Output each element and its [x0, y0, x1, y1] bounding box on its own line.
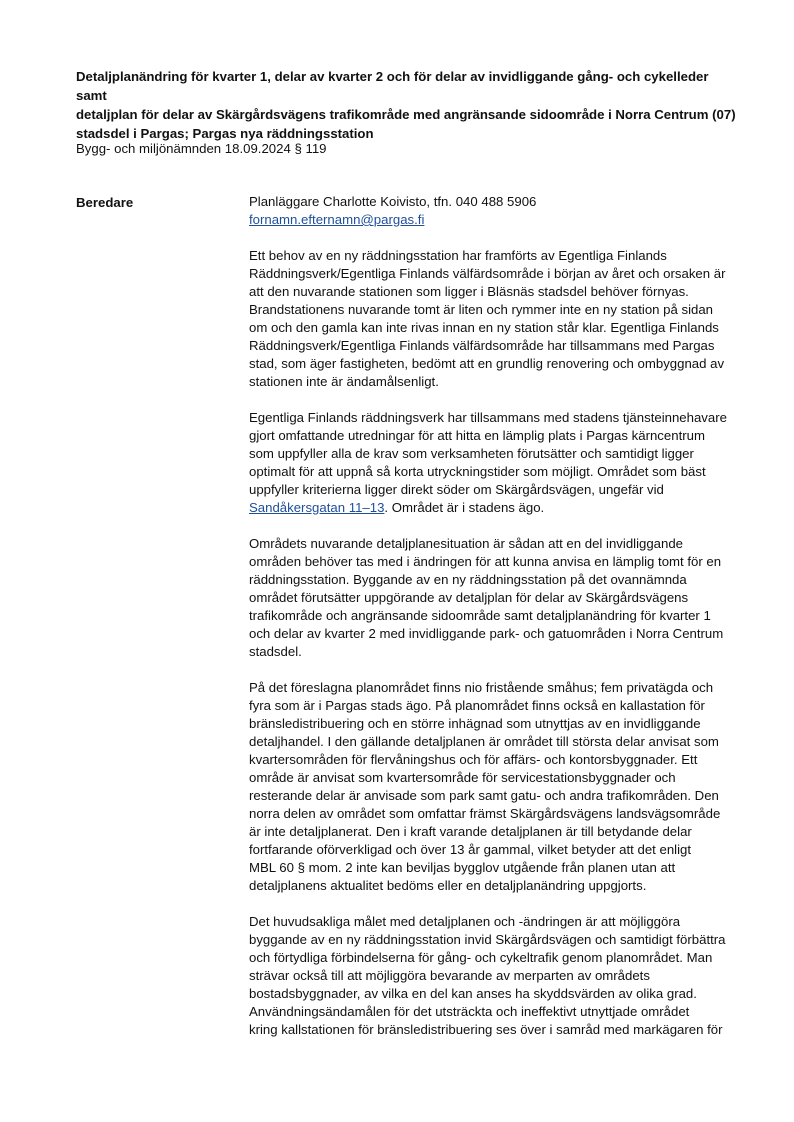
paragraph-goals [249, 913, 741, 1039]
paragraph-line: Brandstationens nuvarande tomt är liten och rymmer inte en ny station på sidan [249, 302, 714, 317]
paragraph-line: som uppfyller alla de krav som verksamheten förutsätter och samtidigt ligger [249, 446, 694, 461]
paragraph-line: resterande delar är anvisade som park samt gatu- och andra trafikområden. Den [249, 788, 719, 803]
paragraph-line: området förutsätter uppgörande av detaljplan för delar av Skärgårdsvägens [249, 590, 689, 605]
paragraph-line: är inte detaljplanerat. Den i kraft varande detaljplanen är till betydande delar [249, 824, 692, 839]
paragraph-line [249, 499, 741, 517]
paragraph-line: byggande av en ny räddningsstation invid Skärgårdsvägen och samtidigt förbättra [249, 932, 726, 947]
paragraph-line: norra delen av området som omfattar främst Skärgårdsvägens landsvägsområde [249, 806, 721, 821]
paragraph-line-tail: . Området är i stadens ägo. [384, 500, 545, 515]
paragraph-line: kvartersområden för flervåningshus och för affärs- och kontorsbyggnader. Ett [249, 752, 698, 767]
preparer-block [249, 193, 741, 229]
paragraph-plan-situation [249, 535, 741, 661]
paragraph-line: Egentliga Finlands räddningsverk har tillsammans med stadens tjänsteinnehavare [249, 410, 727, 425]
paragraph-line: kring kallstationen för bränsledistribuering ses över i samråd med markägaren för [249, 1022, 723, 1037]
paragraph-line: om och den gamla kan inte rivas innan en ny station står klar. Egentliga Finlands [249, 320, 719, 335]
paragraph-line: bostadsbyggnader, av vilka en del kan anses ha skyddsvärden av olika grad. [249, 986, 697, 1001]
preparer-email-link[interactable]: fornamn.efternamn@pargas.fi [249, 212, 425, 227]
paragraph-background [249, 247, 741, 391]
title-line: stadsdel i Pargas; Pargas nya räddningsstation [76, 126, 374, 141]
paragraph-line: räddningsstation. Byggande av en ny räddningsstation på det ovannämnda [249, 572, 687, 587]
paragraph-line: På det föreslagna planområdet finns nio fristående småhus; fem privatägda och [249, 680, 714, 695]
paragraph-line: område är anvisat som kvartersområde för servicestationsbyggnader och [249, 770, 676, 785]
paragraph-line: stad, som äger fastigheten, bedömt att en grundlig renovering och ombyggnad av [249, 356, 725, 371]
paragraph-line: och förtydliga förbindelserna för gång- och cykeltrafik genom planområdet. Man [249, 950, 713, 965]
document-title [76, 67, 736, 143]
paragraph-line: optimalt för att uppnå så korta utryckningstider som möjligt. Området som bäst [249, 464, 706, 479]
preparer-label: Beredare [76, 195, 134, 210]
paragraph-current-area [249, 679, 741, 895]
paragraph-line: detaljplanens aktualitet bedöms eller en detaljplanändring uppgjorts. [249, 878, 647, 893]
paragraph-line: detaljhandel. I den gällande detaljplanen är området till största delar anvisat som [249, 734, 719, 749]
paragraph-line: uppfyller kriterierna ligger direkt söder om Skärgårdsvägen, ungefär vid [249, 482, 664, 497]
title-line: Detaljplanändring för kvarter 1, delar av kvarter 2 och för delar av invidliggande gång- och cykelleder samt [76, 69, 709, 103]
title-line: detaljplan för delar av Skärgårdsvägens trafikområde med angränsande sidoområde i Norra Centrum (07) [76, 107, 736, 122]
paragraph-line: Det huvudsakliga målet med detaljplanen och -ändringen är att möjliggöra [249, 914, 681, 929]
paragraph-line: fortfarande oförverkligad och över 13 år gammal, vilket betyder att det enligt [249, 842, 692, 857]
paragraph-line: och delar av kvarter 2 med invidliggande park- och gatuområden i Norra Centrum [249, 626, 724, 641]
paragraph-line: att den nuvarande stationen som ligger i Bläsnäs stadsdel behöver förnyas. [249, 284, 689, 299]
paragraph-line: bränsledistribuering och en större inhägnad som utnyttjas av en invidliggande [249, 716, 701, 731]
preparer-name: Planläggare Charlotte Koivisto, tfn. 040 488 5906 [249, 194, 537, 209]
paragraph-line: stationen inte är ändamålsenligt. [249, 374, 439, 389]
paragraph-line: stadsdel. [249, 644, 302, 659]
paragraph-line: Användningsändamålen för det utsträckta och ineffektivt utnyttjade området [249, 1004, 690, 1019]
address-link[interactable]: Sandåkersgatan 11–13 [249, 500, 385, 515]
paragraph-line: MBL 60 § mom. 2 inte kan beviljas bygglov utgående från planen utan att [249, 860, 676, 875]
paragraph-line: Områdets nuvarande detaljplanesituation är sådan att en del invidliggande [249, 536, 684, 551]
paragraph-location [249, 409, 741, 517]
paragraph-line: gjort omfattande utredningar för att hitta en lämplig plats i Pargas kärncentrum [249, 428, 705, 443]
paragraph-line: strävar också till att möjliggöra bevarande av merparten av områdets [249, 968, 650, 983]
paragraph-line: Räddningsverk/Egentliga Finlands välfärdsområde i början av året och orsaken är [249, 266, 726, 281]
paragraph-line: områden behöver tas med i ändringen för att kunna anvisa en lämplig tomt för en [249, 554, 722, 569]
paragraph-line: Ett behov av en ny räddningsstation har framförts av Egentliga Finlands [249, 248, 667, 263]
paragraph-line: trafikområde och angränsande sidoområde samt detaljplanändring för kvarter 1 [249, 608, 711, 623]
paragraph-line: Räddningsverk/Egentliga Finlands välfärdsområde har tillsammans med Pargas [249, 338, 715, 353]
paragraph-line: fyra som är i Pargas stads ägo. På planområdet finns också en kallastation för [249, 698, 705, 713]
meeting-reference: Bygg- och miljönämnden 18.09.2024 § 119 [76, 141, 327, 156]
main-content [249, 193, 741, 1057]
